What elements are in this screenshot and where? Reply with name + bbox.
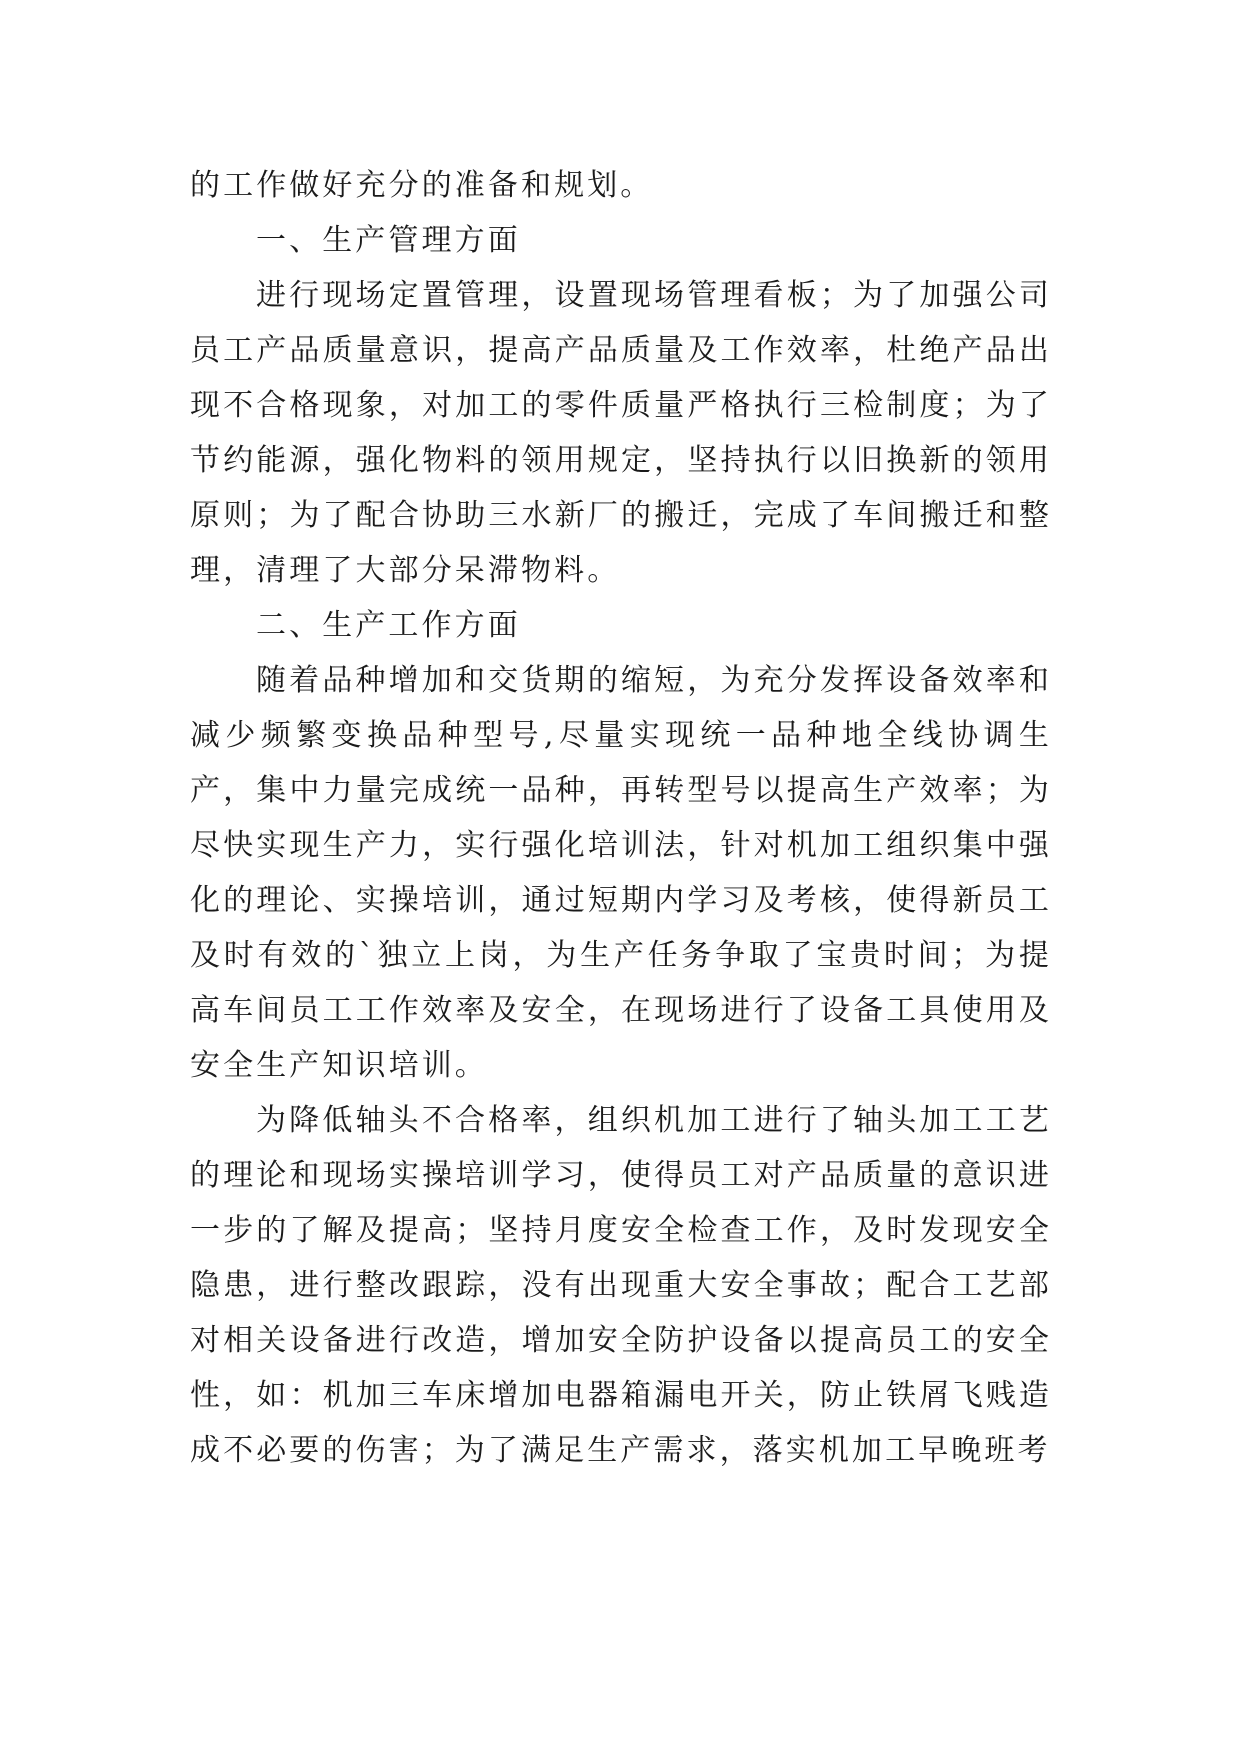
document-page (190, 158, 1052, 1478)
paragraph-production-management: 进行现场定置管理，设置现场管理看板；为了加强公司员工产品质量意识，提高产品质量及工作效率，杜绝产品出现不合格现象，对加工的零件质量严格执行三检制度；为了节约能源，强化物料的领用规定，坚持执行以旧换新的领用原则；为了配合协助三水新厂的搬迁，完成了车间搬迁和整理，清理了大部分呆滞物料。 (190, 278, 1052, 588)
section-heading-production-management: 一、生产管理方面 (256, 223, 521, 258)
paragraph-production-work: 随着品种增加和交货期的缩短，为充分发挥设备效率和减少频繁变换品种型号,尽量实现统一品种地全线协调生产，集中力量完成统一品种，再转型号以提高生产效率；为尽快实现生产力，实行强化培训法，针对机加工组织集中强化的理论、实操培训，通过短期内学习及考核，使得新员工及时有效的`独立上岗，为生产任务争取了宝贵时间；为提高车间员工工作效率及安全，在现场进行了设备工具使用及安全生产知识培训。 (190, 663, 1052, 1083)
section-heading-production-work: 二、生产工作方面 (256, 608, 521, 643)
paragraph-quality-safety: 为降低轴头不合格率，组织机加工进行了轴头加工工艺的理论和现场实操培训学习，使得员工对产品质量的意识进一步的了解及提高；坚持月度安全检查工作，及时发现安全隐患，进行整改跟踪，没有出现重大安全事故；配合工艺部对相关设备进行改造，增加安全防护设备以提高员工的安全性，如：机加三车床增加电器箱漏电开关，防止铁屑飞贱造成不必要的伤害；为了满足生产需求，落实机加工早晚班考 (190, 1103, 1052, 1468)
paragraph-intro: 的工作做好充分的准备和规划。 (190, 168, 654, 203)
